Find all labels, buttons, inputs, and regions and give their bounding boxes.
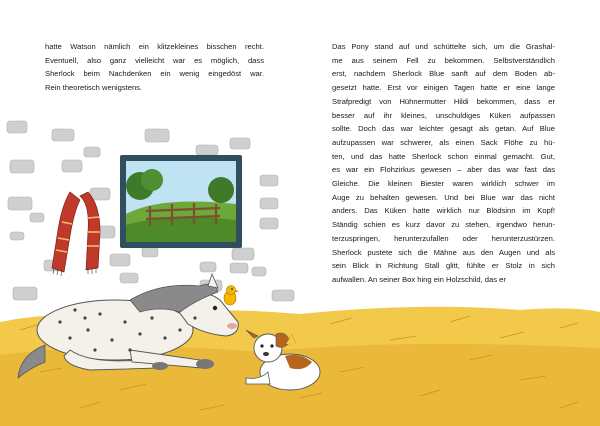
text-line: terzuspringen, herunterzufallen oder herunterzustürzen.: [332, 233, 555, 243]
text-line: erst, nachdem Sherlock Blue sanft auf dem Boden ab-: [332, 69, 555, 79]
text-line: es war ein Flohzirkus gewesen – aber das war fast das: [332, 165, 555, 175]
landscape-painting: [120, 155, 242, 248]
text-line: aufzupassen war schwerer, als einen Sack Flöhe zu hü-: [332, 137, 555, 147]
text-line: besser auf ihr kleines, unschuldiges Küken aufpassen: [332, 110, 555, 120]
chick: [224, 286, 239, 306]
text-line: Eventuell, also ganz vielleicht war es möglich, dass: [45, 55, 264, 65]
left-page-text: [45, 40, 264, 95]
text-line: Sherlock pustete sich die Mähne aus den Augen und als: [332, 247, 555, 257]
text-line: Strafpredigt von Hühnermutter Hildi bekommen, dass er: [332, 96, 555, 106]
text-line: aufwallen. An seiner Box hing ein Holzschild, das er: [332, 274, 506, 284]
text-line: Gleiche. Die kleinen Biester waren wirklich schwer im: [332, 179, 555, 189]
text-line: Sherlock beim Nachdenken ein wenig eingedöst war.: [45, 69, 264, 79]
striped-scarf: [52, 192, 100, 276]
text-line: sollte. Doch das war leichter gesagt als getan. Auf Blue: [332, 124, 555, 134]
text-line: Auge zu behalten gewesen. Und bei Blue war das nicht: [332, 192, 555, 202]
text-line: hatte Watson nämlich ein klitzekleines bisschen recht.: [45, 42, 264, 51]
text-line: sein Blick in Richtung Stall glitt, fühlte er Stolz in sich: [332, 261, 555, 271]
text-line: me aus seinem Fell zu bekommen. Selbstverständlich: [332, 55, 555, 65]
text-line: Rein theoretisch wenigstens.: [45, 83, 143, 93]
text-line: Ständig schien es kurz davor zu stehen, irgendwo herun-: [332, 220, 555, 230]
text-line: Das Pony stand auf und schüttelte sich, um die Grashal-: [332, 42, 555, 51]
stable-illustration: [0, 100, 600, 426]
text-line: ten, und das hatte Sherlock schon einmal gemacht. Gut,: [332, 151, 555, 161]
text-line: anders. Das Küken hatte wirklich nur Blödsinn im Kopf!: [332, 206, 555, 216]
text-line: gesetzt hatte. Erst vor einigen Tagen hatte er eine lange: [332, 83, 555, 93]
